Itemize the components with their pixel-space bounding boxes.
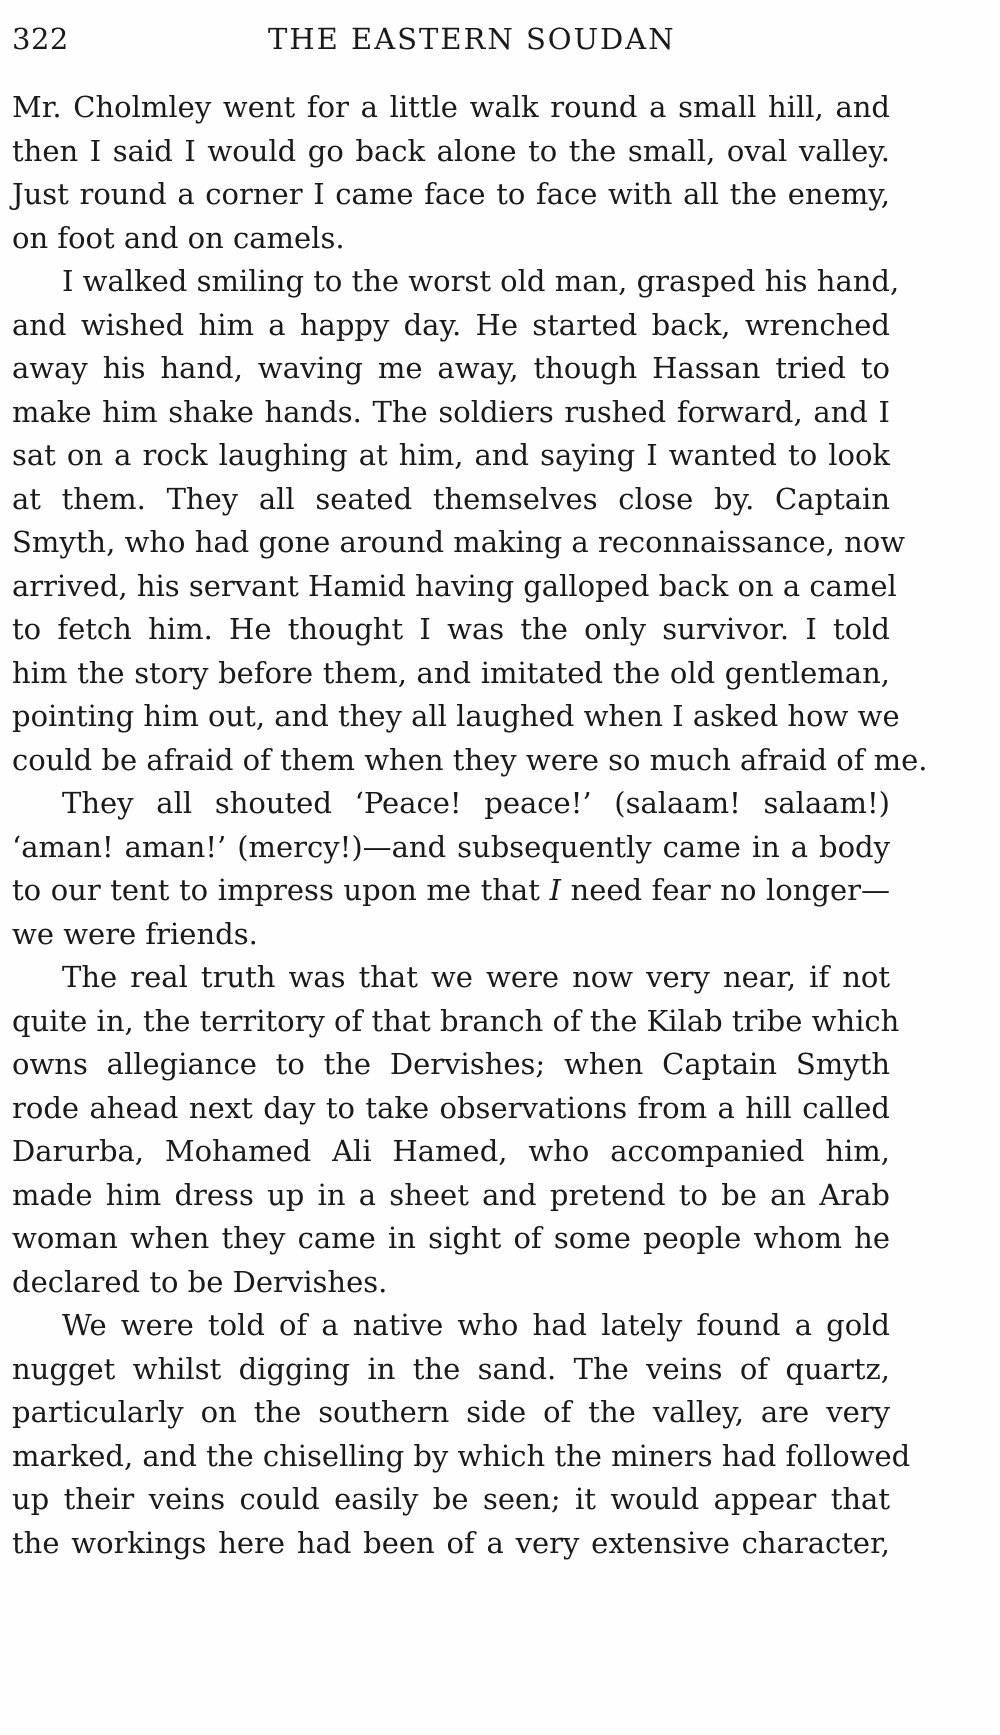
text-line: rode ahead next day to take observations from a hill called — [12, 1090, 890, 1125]
paragraph — [12, 1304, 911, 1565]
italic-run: I — [549, 873, 561, 907]
text-line: him the story before them, and imitated the old gentleman, — [12, 655, 890, 690]
text-line: particularly on the southern side of the valley, are very — [12, 1395, 890, 1429]
text-line-italic-mix — [12, 869, 890, 913]
text-line: pointing him out, and they all laughed when I asked how we — [12, 699, 900, 733]
text-line: Smyth, who had gone around making a reconnaissance, now — [12, 525, 906, 559]
text-line: we were friends. — [12, 916, 258, 951]
text-line: I walked smiling to the worst old man, grasped his hand, — [62, 264, 900, 298]
text-line: woman when they came in sight of some people whom he — [12, 1221, 890, 1255]
text-line: We were told of a native who had lately found a gold — [62, 1308, 890, 1342]
running-head: THE EASTERN SOUDAN — [268, 22, 676, 56]
text-line: sat on a rock laughing at him, and saying I wanted to look — [12, 438, 890, 472]
paragraph — [12, 86, 890, 260]
text-line: ‘aman! aman!’ (mercy!)—and subsequently came in a body — [12, 829, 890, 864]
text-line: marked, and the chiselling by which the miners had followed — [12, 1438, 911, 1473]
text-line: Darurba, Mohamed Ali Hamed, who accompanied him, — [12, 1134, 890, 1168]
text-line: arrived, his servant Hamid having galloped back on a camel — [12, 568, 897, 603]
paragraph — [12, 782, 890, 956]
text-line: The real truth was that we were now very near, if not — [62, 960, 890, 994]
text-line: to fetch him. He thought I was the only survivor. I told — [12, 612, 890, 646]
text-line: Mr. Cholmley went for a little walk round a small hill, and — [12, 90, 890, 124]
text-line: quite in, the territory of that branch of the Kilab tribe which — [12, 1003, 900, 1038]
text-run: need fear no longer— — [560, 873, 891, 907]
text-line: on foot and on camels. — [12, 220, 345, 255]
text-run: to our tent to impress upon me that — [12, 873, 550, 907]
text-line: away his hand, waving me away, though Hassan tried to — [12, 351, 890, 385]
text-line: at them. They all seated themselves close by. Captain — [12, 481, 890, 516]
text-line: and wished him a happy day. He started back, wrenched — [12, 307, 890, 342]
text-line: made him dress up in a sheet and pretend to be an Arab — [12, 1177, 890, 1212]
text-line: could be afraid of them when they were so much afraid of me. — [12, 742, 928, 777]
text-line: declared to be Dervishes. — [12, 1264, 388, 1299]
text-line: Just round a corner I came face to face with all the enemy, — [12, 177, 890, 211]
text-line: the workings here had been of a very extensive character, — [12, 1525, 890, 1560]
page-number: 322 — [12, 22, 69, 56]
body-text — [12, 86, 928, 1565]
text-line: make him shake hands. The soldiers rushed forward, and I — [12, 394, 890, 429]
text-line: up their veins could easily be seen; it would appear that — [12, 1482, 890, 1516]
text-line: nugget whilst digging in the sand. The veins of quartz, — [12, 1351, 890, 1386]
paragraph — [12, 956, 900, 1304]
page-header — [0, 14, 1000, 74]
paragraph — [12, 260, 928, 782]
text-line: then I said I would go back alone to the small, oval valley. — [12, 133, 890, 168]
text-line: owns allegiance to the Dervishes; when Captain Smyth — [12, 1047, 890, 1081]
text-line: They all shouted ‘Peace! peace!’ (salaam! salaam!) — [62, 786, 890, 820]
